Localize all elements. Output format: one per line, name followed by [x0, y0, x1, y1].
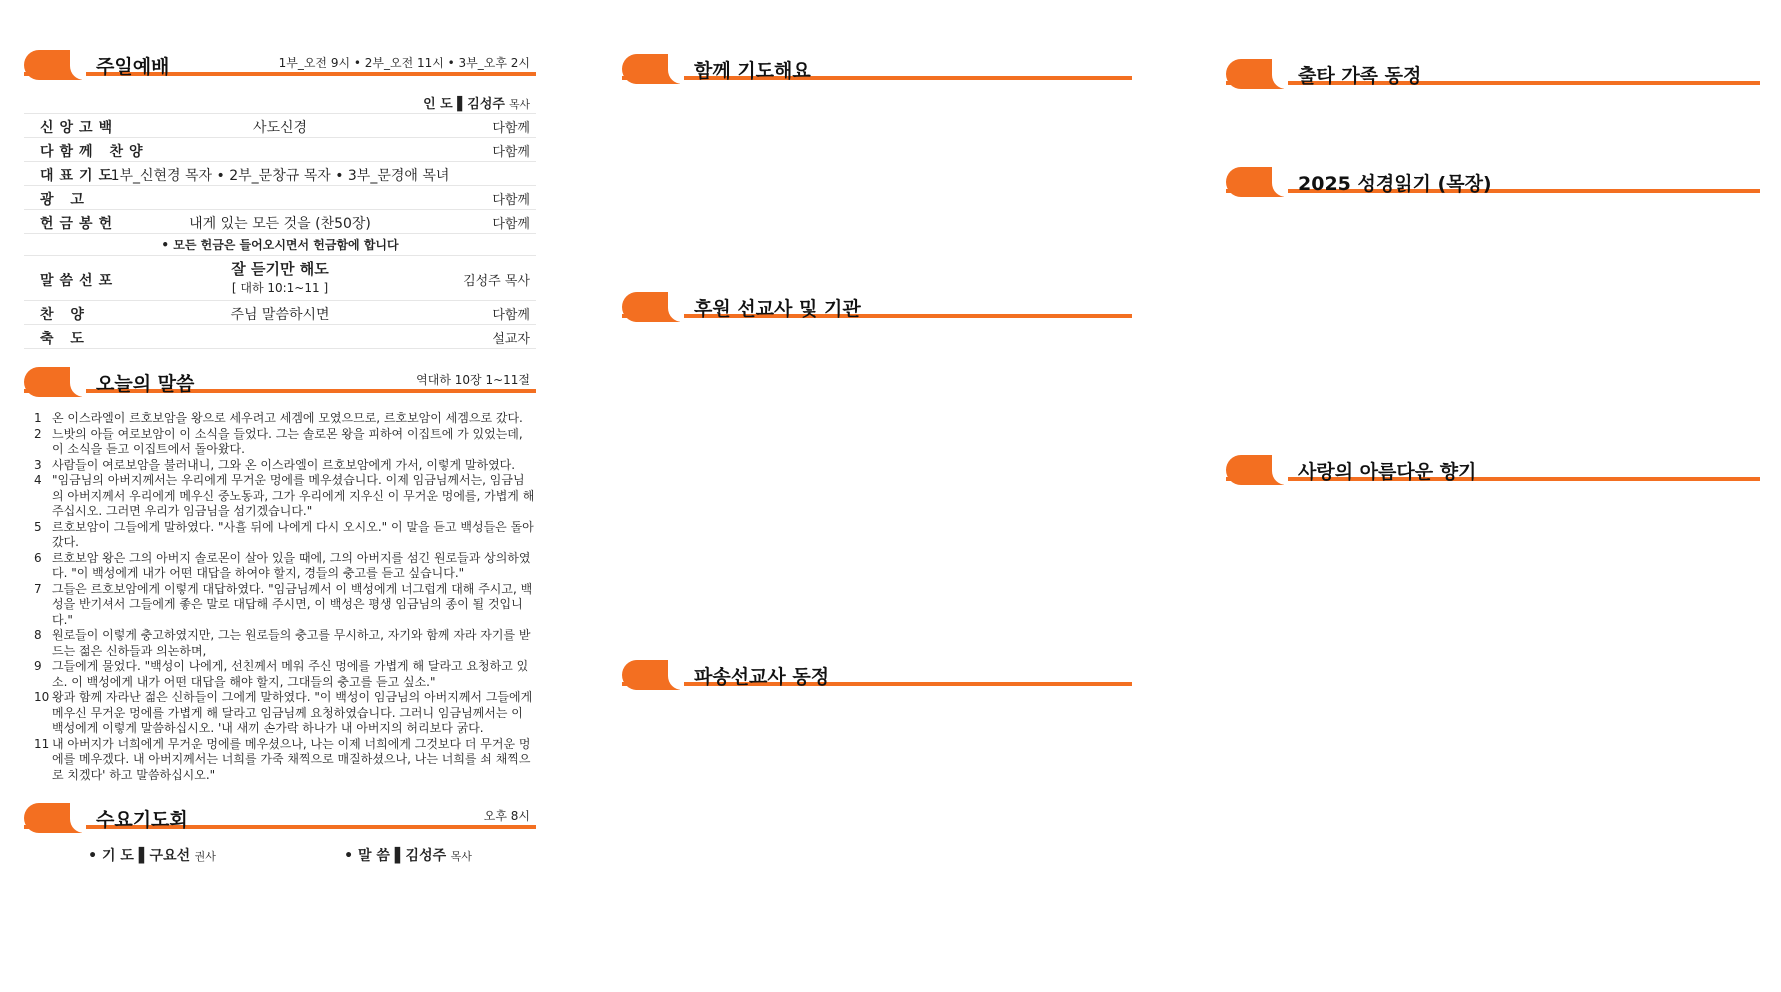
- verse: 4 "임금님의 아버지께서는 우리에게 무거운 멍에를 메우셨습니다. 이제 임금님께서는, 임금님의 아버지께서 우리에게 메우신 중노동과, 그가 우리에게 지우신 이 무거운 멍에를, 가볍게 해주십시오. 그러면 우리가 임금님을 섬기겠습니다.": [34, 473, 535, 518]
- missionary-news-header: [622, 656, 1132, 694]
- section-title: 수요기도회: [96, 809, 188, 831]
- gratitude-header: [1226, 451, 1760, 489]
- section-title: 파송선교사 동정: [694, 666, 830, 688]
- scripture-header: [24, 363, 536, 401]
- column-right: [1226, 0, 1760, 489]
- order-row: 찬 양 주님 말씀하시면 다함께: [24, 301, 536, 325]
- section-title: 사랑의 아름다운 향기: [1298, 461, 1477, 483]
- column-middle: [622, 0, 1132, 694]
- verse: 1 온 이스라엘이 르호보암을 왕으로 세우려고 세겜에 모였으므로, 르호보암이 세겜으로 갔다.: [34, 411, 523, 425]
- order-row: 축 도 설교자: [24, 325, 536, 349]
- order-row-sermon: 말씀선포 잘 듣기만 해도 [ 대하 10:1~11 ] 김성주 목사: [24, 256, 536, 301]
- offering-note: • 모든 헌금은 들어오시면서 헌금함에 합니다: [24, 234, 536, 256]
- wednesday-header: [24, 799, 536, 837]
- wednesday-detail: • 기 도 ▌구요선 권사 • 말 씀 ▌김성주 목사: [88, 848, 472, 864]
- wednesday-time: 오후 8시: [483, 809, 530, 823]
- column-left: [24, 0, 536, 865]
- order-row-leader: 인 도 ▌김성주 목사: [24, 90, 536, 114]
- section-title: 주일예배: [96, 56, 170, 78]
- sunday-worship-header: [24, 46, 536, 84]
- missionaries-header: [622, 288, 1132, 326]
- order-row: 광 고 다함께: [24, 186, 536, 210]
- verse: 3 사람들이 여로보암을 불러내니, 그와 온 이스라엘이 르호보암에게 가서, 이렇게 말하였다.: [34, 457, 516, 472]
- order-row: 다함께 찬양 다함께: [24, 138, 536, 162]
- verse: 10 왕과 함께 자라난 젊은 신하들이 그에게 말하였다. "이 백성이 임금님의 아버지께서 그들에게 메우신 무거운 멍에를 가볍게 해 달라고 임금님께 요청하였습니다. 그러니 임금님께서는 이 백성에게 이렇게 말씀하십시오. '내 새끼 손가락 하나가 내 아버지의 허리보다 굵다.: [34, 690, 533, 735]
- verse: 6 르호보암 왕은 그의 아버지 솔로몬이 살아 있을 때에, 그의 아버지를 섬긴 원로들과 상의하였다. "이 백성에게 내가 어떤 대답을 하여야 할지, 경들의 충고를 듣고 싶습니다.": [34, 550, 531, 580]
- section-title: 2025 성경읽기 (목장): [1298, 173, 1492, 195]
- bible-reading-header: [1226, 163, 1760, 201]
- worship-order: [24, 90, 536, 349]
- family-news-header: [1226, 55, 1760, 93]
- section-title: 출타 가족 동정: [1298, 65, 1422, 87]
- order-row: 신앙고백 사도신경 다함께: [24, 114, 536, 138]
- prayer-header: [622, 50, 1132, 88]
- verse: 9 그들에게 물었다. "백성이 나에게, 선친께서 메워 주신 멍에를 가볍게 해 달라고 요청하고 있소. 이 백성에게 내가 어떤 대답을 해야 할지, 그대들의 충고를 듣고 싶소.": [34, 659, 529, 689]
- scripture-verses: [24, 411, 536, 783]
- verse: 5 르호보암이 그들에게 말하였다. "사흘 뒤에 나에게 다시 오시오." 이 말을 듣고 백성들은 돌아갔다.: [34, 519, 534, 549]
- worship-times: 1부_오전 9시 • 2부_오전 11시 • 3부_오후 2시: [278, 56, 530, 70]
- section-title: 오늘의 말씀: [96, 373, 195, 395]
- scripture-ref: 역대하 10장 1~11절: [416, 373, 530, 387]
- verse: 11 내 아버지가 너희에게 무거운 멍에를 메우셨으나, 나는 이제 너희에게 그것보다 더 무거운 멍에를 메우겠다. 내 아버지께서는 너희를 가죽 채찍으로 매질하셨으나, 나는 너희를 쇠 채찍으로 치겠다' 하고 말씀하십시오.": [34, 736, 531, 782]
- section-title: 후원 선교사 및 기관: [694, 298, 861, 320]
- verse: 7 그들은 르호보암에게 이렇게 대답하였다. "임금님께서 이 백성에게 너그럽게 대해 주시고, 백성을 반기셔서 그들에게 좋은 말로 대답해 주시면, 이 백성은 평생 임금님의 종이 될 것입니다.": [34, 581, 533, 627]
- verse: 8 원로들이 이렇게 충고하였지만, 그는 원로들의 충고를 무시하고, 자기와 함께 자라 자기를 받드는 젊은 신하들과 의논하며,: [34, 628, 531, 658]
- order-row: 대표기도 1부_신현경 목자 • 2부_문창규 목자 • 3부_문경애 목녀: [24, 162, 536, 186]
- order-row: 헌금봉헌 내게 있는 모든 것을 (찬50장) 다함께: [24, 210, 536, 234]
- verse: 2 느밧의 아들 여로보암이 이 소식을 들었다. 그는 솔로몬 왕을 피하여 이집트에 가 있었는데, 이 소식을 듣고 이집트에서 돌아왔다.: [34, 426, 523, 456]
- section-title: 함께 기도해요: [694, 60, 811, 82]
